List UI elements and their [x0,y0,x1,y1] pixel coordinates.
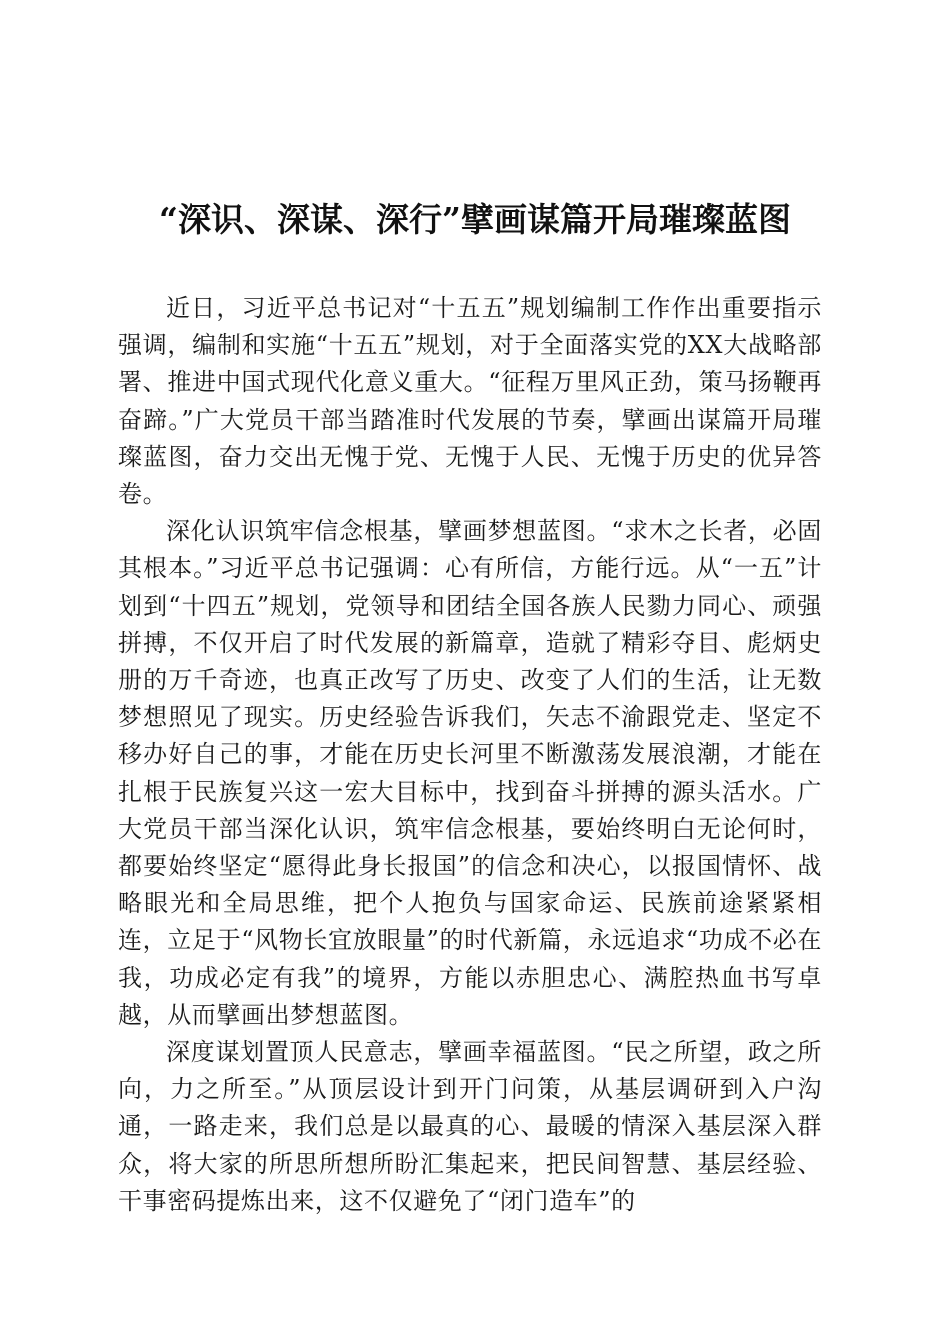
paragraph-intro: 近日，习近平总书记对“十五五”规划编制工作作出重要指示强调，编制和实施“十五五”规划，对于全面落实党的XX大战略部署、推进中国式现代化意义重大。“征程万里风正劲，策马扬鞭再奋蹄。”广大党员干部当踏准时代发展的节奏，擘画出谋篇开局璀璨蓝图，奋力交出无愧于党、无愧于人民、无愧于历史的优异答卷。 [118,294,822,509]
paragraph-belief: 深化认识筑牢信念根基，擘画梦想蓝图。“求木之长者，必固其根本。”习近平总书记强调：心有所信，方能行远。从“一五”计划到“十四五”规划，党领导和团结全国各族人民勠力同心、顽强拼搏，不仅开启了时代发展的新篇章，造就了精彩夺目、彪炳史册的万千奇迹，也真正改写了历史、改变了人们的生活，让无数梦想照见了现实。历史经验告诉我们，矢志不渝跟党走、坚定不移办好自己的事，才能在历史长河里不断激荡发展浪潮，才能在扎根于民族复兴这一宏大目标中，找到奋斗拼搏的源头活水。广大党员干部当深化认识，筑牢信念根基，要始终明白无论何时，都要始终坚定“愿得此身长报国”的信念和决心，以报国情怀、战略眼光和全局思维，把个人抱负与国家命运、民族前途紧紧相连，立足于“风物长宜放眼量”的时代新篇，永远追求“功成不必在我，功成必定有我”的境界，方能以赤胆忠心、满腔热血书写卓越，从而擘画出梦想蓝图。 [118,517,822,1029]
paragraph-people: 深度谋划置顶人民意志，擘画幸福蓝图。“民之所望，政之所向，力之所至。”从顶层设计到开门问策，从基层调研到入户沟通，一路走来，我们总是以最真的心、最暖的情深入基层深入群众，将大家的所思所想所盼汇集起来，把民间智慧、基层经验、干事密码提炼出来，这不仅避免了“闭门造车”的 [118,1038,822,1215]
document-title: “深识、深谋、深行”擘画谋篇开局璀璨蓝图 [159,200,791,239]
document-body [118,290,822,1220]
